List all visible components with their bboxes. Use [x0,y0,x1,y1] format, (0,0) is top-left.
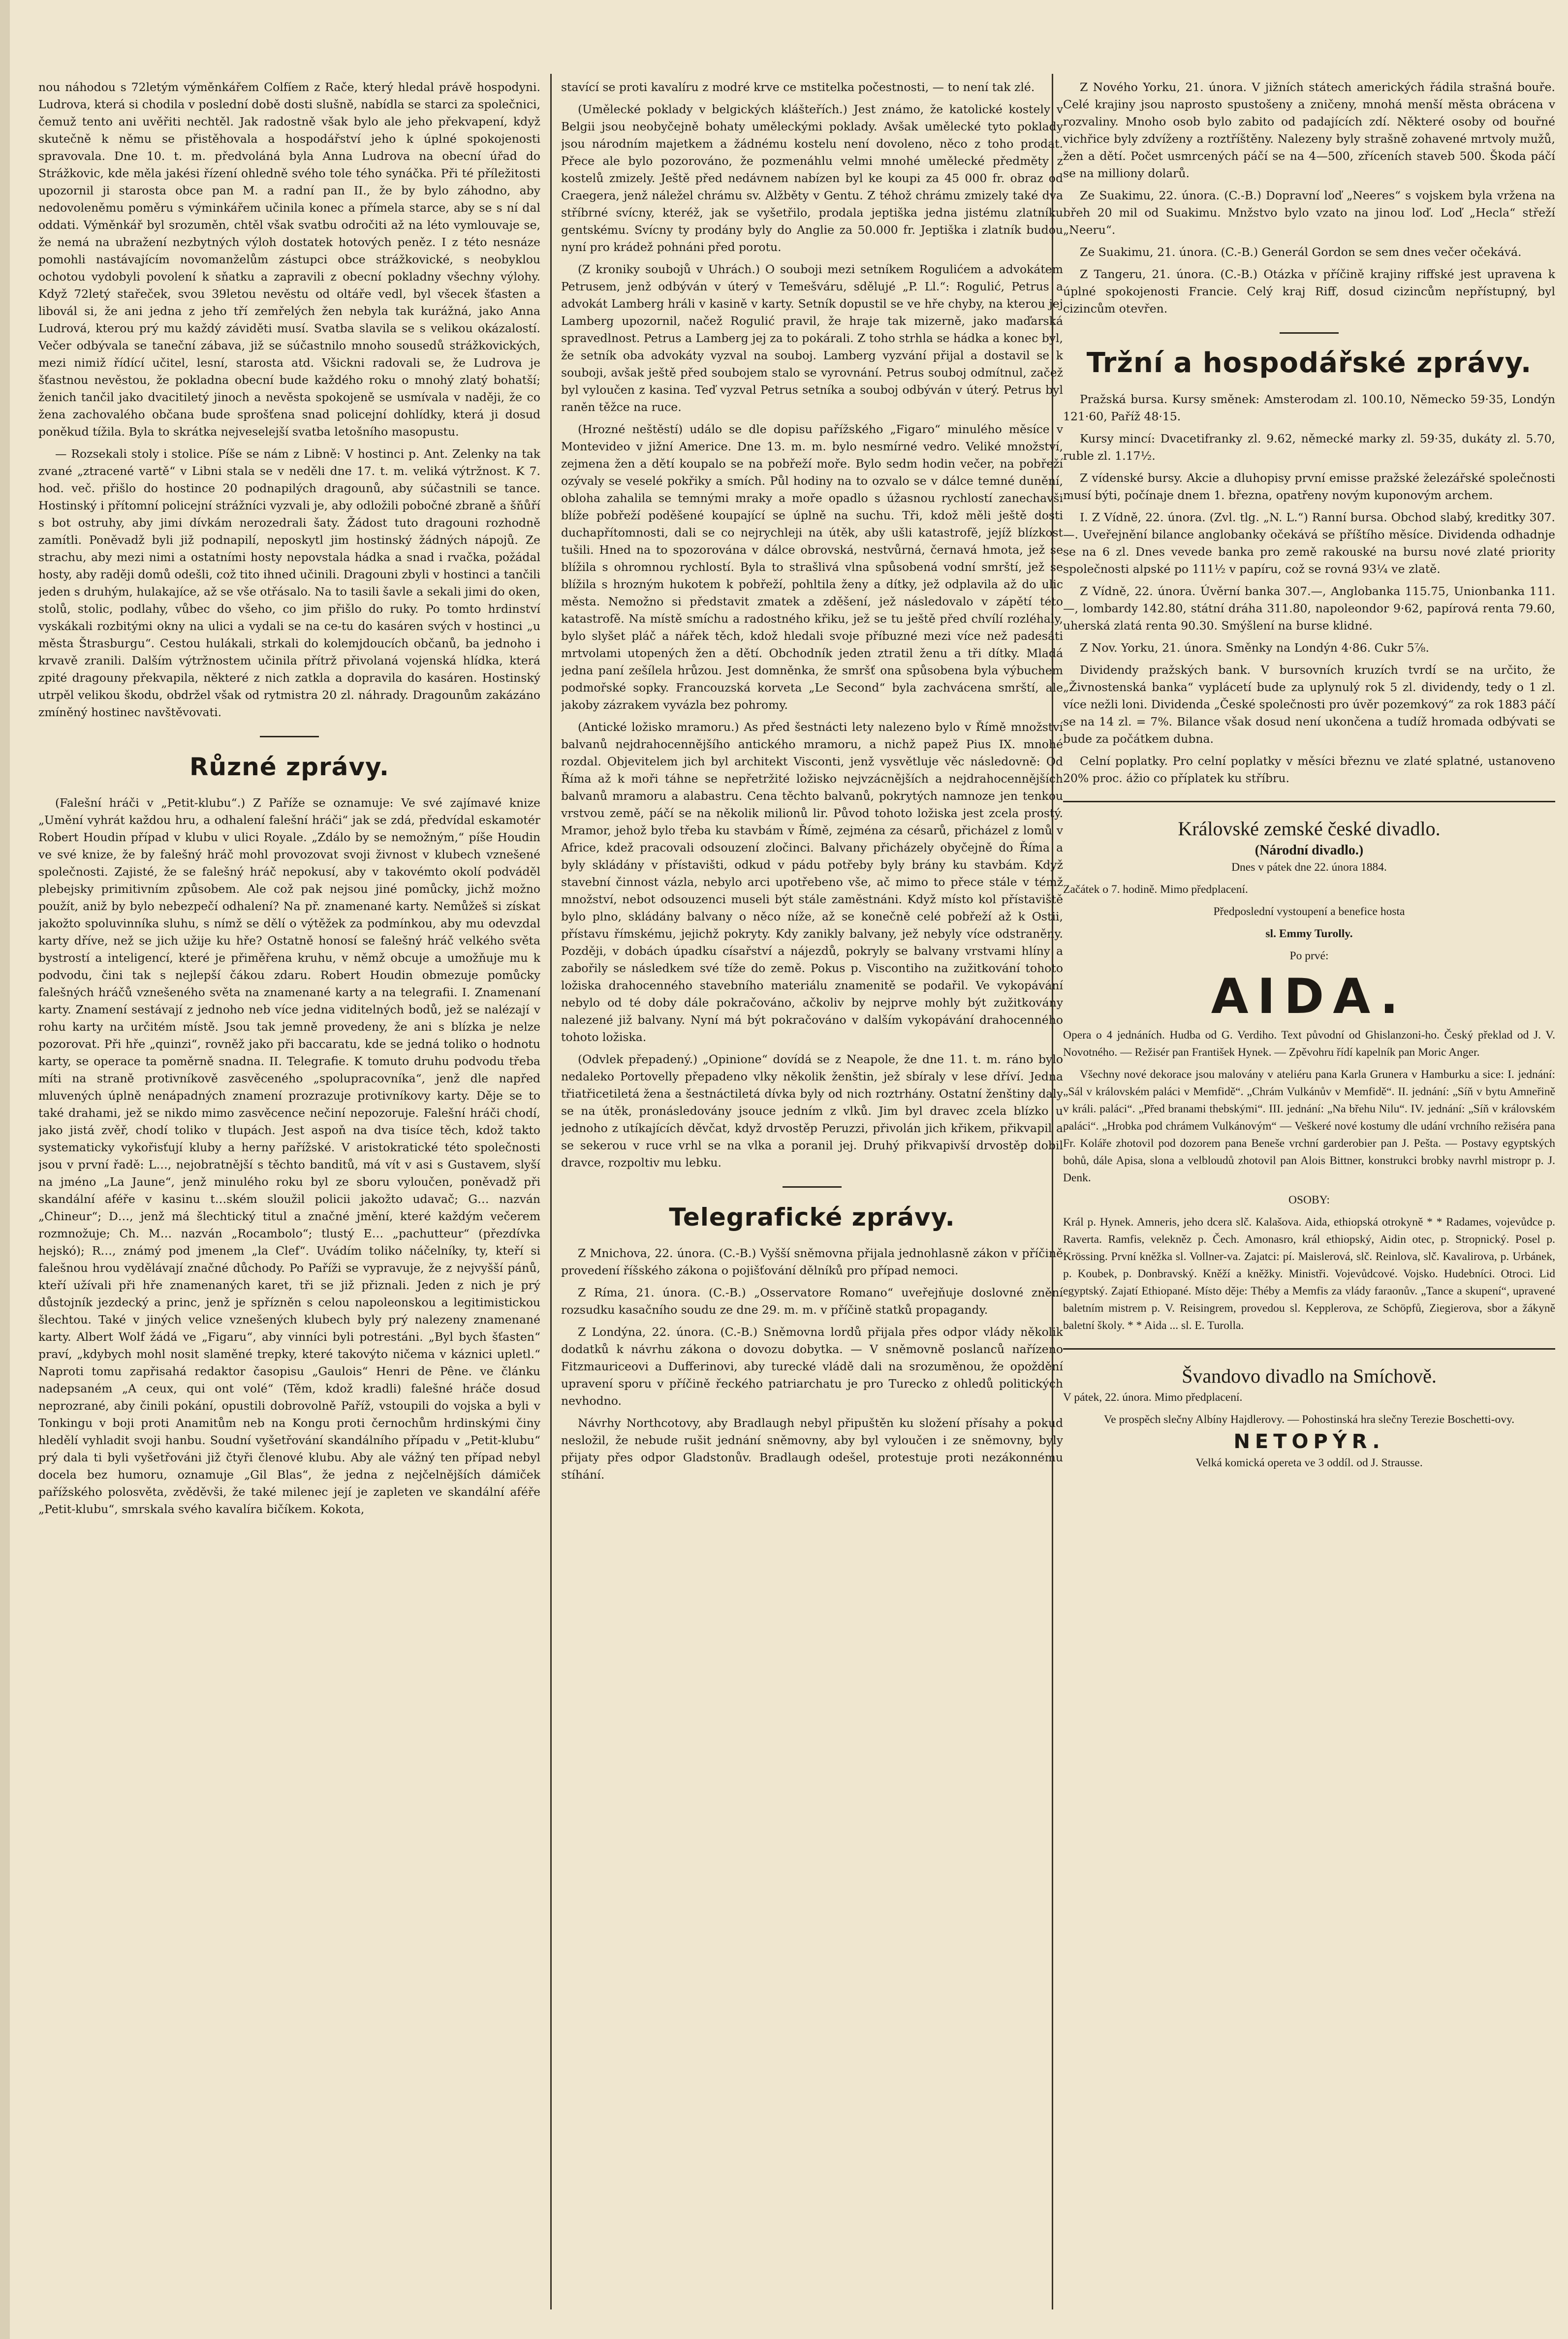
theatre-notice-svanda [1063,1363,1555,1472]
section-heading-ruzne: Různé zprávy. [189,753,389,781]
telegram-paragraph: Z Nového Yorku, 21. února. V jižních státech amerických řádila strašná bouře. Celé krajiny jsou naprosto spustošeny a zničeny, mnohá menší města obrácena v rozvaliny. Mnoho osob bylo zabito od padajících zdí. Některé osoby od bouřné vichřice byly zdvíženy a roztříštěny. Nalezeny byly strašně zohavené mrtvoly mužů, žen a dětí. Počet usmrcených páčí se na 4—500, zříceních staveb 500. Škoda páčí se na milliony dolarů. [1063,80,1555,180]
telegram-paragraph: Návrhy Northcotovy, aby Bradlaugh nebyl připuštěn ku složení přísahy a pokud nesložil, že nebude rušit jednání sněmovny, aby byl vyloučen i ze sněmovny, byly přijaty přes odpor Gladstonův. Bradlaugh odešel, protestuje proti nezákonnému stíhání. [561,1416,1063,1482]
market-paragraph: Dividendy pražských bank. V bursovních kruzích tvrdí se na určito, že „Živnostenská banka“ vyplácetí bude za uplynulý rok 5 zl. dividendy, tedy o 1 zl. více nežli loni. Dividenda „České společnosti pro úvěr pozemkový“ za rok 1883 páčí se na 14 zl. = 7%. Bilance však dosud není ukončena a tudíž hromada odbývati se bude za počátkem dubna. [1063,663,1555,746]
market-paragraph: Pražská bursa. Kursy směnek: Amsterodam zl. 100.10, Německo 59·35, Londýn 121·60, Paříž 48·15. [1063,392,1555,423]
telegram-paragraph: Z Tangeru, 21. února. (C.-B.) Otázka v příčině krajiny riffské jest upravena k úplné spokojenosti Francie. Celý kraj Riff, dosud cizincům nepřístupný, byl cizincům otevřen. [1063,267,1555,316]
article-paragraph: (Z kroniky soubojů v Uhrách.) O souboji mezi setníkem Rogulićem a advokátem Petrusem, jenž odbýván v úterý v Temešváru, sdělujé „P. Ll.“: Rogulić, Petrus a advokát Lamberg hráli v kasině v karty. Setník dopustil se ve hře chyby, na kterou jej Lamberg upozornil, načež Rogulić pravil, že hraje tak mizerně, jako maďarská spravedlnost. Petrus a Lamberg jej za to pokárali. Z toho strhla se hádka a konec byl, že setník oba advokáty vyzval na souboj. Lamberg vyzvání přijal a dostavil se k souboji, avšak ještě před soubojem stalo se vyrovnání. Petrus souboj odmítnul, začež byl vyloučen z kasina. Teď vyzval Petrus setníka a souboj odbýván v úterý. Petrus byl raněn těžce na ruce. [561,262,1063,414]
section-heading-telegraficke: Telegrafické zprávy. [669,1203,955,1232]
play-description: Velká komická opereta ve 3 oddíl. od J. Strausse. [1195,1456,1423,1469]
divider [1063,1348,1555,1350]
telegram-paragraph: Z Ríma, 21. února. (C.-B.) „Osservatore Romano“ uveřejňuje doslovné znění rozsudku kasačního soudu ze dne 29. m. m. v příčině statků propagandy. [561,1286,1063,1317]
article-paragraph: (Umělecké poklady v belgických klášteřích.) Jest známo, že katolické kostely v Belgii jsou neobyčejně bohaty uměleckými poklady. Avšak umělecké tyto poklady jsou národním majetkem a žádnému kostelu není dovoleno, něco z toho prodat. Přece ale bylo pozorováno, že pozmenáhlu velmi mnohé umělecké předměty z kostelů zmizely. Ještě před nedávnem nabízen byl ke koupi za 45 000 fr. obraz od Craegera, jenž náležel chrámu sv. Alžběty v Gentu. Z téhož chrámu zmizely také dva stříbrné svícny, kteréž, jak se vyšetřilo, prodala jeptiška jedna jistému zlatníku gentskému. Svícny ty prodány byly do Anglie za 50.000 fr. Jeptiška i zlatník budou nyní pro krádež pohnáni před porotu. [561,102,1063,254]
article-paragraph: (Falešní hráči v „Petit-klubu“.) Z Paříže se oznamuje: Ve své zajímavé knize „Umění vyhrát každou hru, a odhalení falešní hráči“ jak se zdá, předvídal eskamotér Robert Houdin případ v klubu v ulici Royale. „Zdálo by se nemožným,“ píše Houdin ve své knize, že by falešný hráč mohl provozovat svoji živnost v klubech vznešené společnosti. Zajisté, že se falešný hráč nepokusí, aby v takovémto okolí podváděl plebejsky primitivním způsobem. Ale což pak nejsou jiné pomůcky, jichž možno použít, aniž by bylo nebezpečí odhalení? Na př. znamenané karty. Nemůžeš si získat jakožto spoluvinníka sluhu, s nímž se dělí o výtěžek za podmínkou, aby mu odevzdal karty dříve, než se jich užije ku hře? Ostatně honosí se falešný hráč velkého světa bystrostí a inteligencí, které je přiměřena kruhu, v němž obcuje a umožňuje mu k podvodu, čini tak s nejlepší čákou zdaru. Robert Houdin obmezuje pomůcky falešných hráčů vznešeného světa na znamenané karty a na telegrafii. I. Znamenaní karty. Znamení sestávají z jednoho neb více jedna viditelných bodů, jež se nalézají v rohu karty na určitém místě. Jsou tak jemně provedeny, že ani s blízka je nelze pozorovat. Při hře „quinzi“, rovněž jako při baccaratu, kde se jedná toliko o hodnotu karty, se operace ta poměrně snadna. II. Telegrafie. K tomuto druhu podvodu třeba míti na straně protivníkově zasvěceného „spolupracovníka“, jenž dle napřed mluvených úplně nenápadných znamení prozrazuje protivníkovy karty. Děje se to také drahami, jež se nikdo mimo zasvěcence nečiní nepozoruje. Falešní hráči chodí, jako jistá zvěř, chodí toliko v tlupách. Jest aspoň na dva tisíce těch, kdož takto systematicky vykořisťují kluby a herny pařížské. V aristokratické této společnosti jsou v první řadě: L…, nejobratnější s těchto banditů, má vít v asi s Gustavem, slyší na jméno „La Jaune“, jenž minulého roku byl ze sboru vyloučen, poněvadž při skandální aféře v kasinu t…ském sloužil policii jakožto udavač; G… nazván „Chineur“; D…, jenž má šlechtický titul a značné jmění, které každým večerem rozmnožuje; Ch. M… nazván „Rocambolo“; tlustý E… „pachutteur“ (přezdívka hejskó); R…, známý pod jmenem „la Clef“. Uvádím toliko náčelníky, ty, kteří si falešnou hrou vydělávají značné důchody. Po Paříži se vypravuje, že z nejvyšší pánů, kteří užívali při hře znamenaných karet, tři se již přiznali. Jeden z nich je prý důstojník jezdecký a princ, jenž je spřízněn s celou napoleonskou a legitimistickou šlechtou. Také v jiných velice vznešených klubech byly prý nalezeny znamenané karty. Albert Wolf žádá ve „Figaru“, aby vinníci byli potrestáni. „Byl bych šťasten“ praví, „kdybych mohl nosit slaměné trepky, které takovýto ničema v káznici upletl.“ Naproti tomu zapřisahá redaktor časopisu „Gaulois“ Henri de Pêne. ve článku nadepsaném „A ceux, qui ont volé“ (Těm, kdož kradli) falešné hráče dosud neprozrané, aby činili pokání, opustili dobrovolně Paříž, vstoupili do vojska a byli v Tonkingu v boji proti Anamitům neb na Kongu proti černochům hrdinskými činy hledělí vyhladit svoji hanbu. Soudní vyšetřování skandálního případu v „Petit-klubu“ prý dala ti byli vyšetřováni již čtyři členové klubu. Aby ale vážný ten případ nebyl docela bez humoru, oznamuje „Gil Blas“, že jedna z nejčelnějších dámiček pařížského polosvěta, zvěděvši, že také milenec její je zapleten ve skandální aféře „Petit-klubu“, smrskala svého kavalíra bičíkem. Kokota, [38,796,540,1516]
theatre-line: V pátek, 22. února. Mimo předplacení. [1063,1391,1243,1404]
divider [1280,332,1339,334]
play-title: NETOPÝR. [1233,1430,1385,1453]
article-paragraph: nou náhodou s 72letým výměnkářem Colfíem z Rače, který hledal právě hospodyni. Ludrova, která si chodila v poslední době dosti slušně, nabídla se starci za společnici, čemuž tento ani uvěřiti nechtěl. Jak radostně však bylo ale jeho překvapení, když skutečně k němu se přistěhovala a hospodářství jeho k úplné spokojenosti spravovala. Dne 10. t. m. předvoláná byla Anna Ludrova na obecní úřad do Strážkovic, kde měla jakési řízení ohledně svého tole tého synáčka. Při té příležitosti upozornil ji starosta obce pan M. a radní pan II., že by bylo záhodno, aby nedovoleněmu poměru s výminkářem učinila konec a přímela starce, aby se s ní dal oddati. Výměnkář byl srozuměn, chtěl však svatbu odročiti až na léto vymlouvaje se, že nemá na ubražení nezbytných výloh dostatek hotových peněz. I z této nesnáze pomohli nastávajícím novomanželům zástupci obce strážkovické, s neobyklou ochotou vydobyli povolení k sňatku a zapravili z obecní pokladny všechny výlohy. Když 72letý stařeček, svou 39letou nevěstu od oltáře vedl, byl všecek šťasten a libovál si, že ani jedna z jeho tří zemřelých žen nebyla tak kurážná, jako Anna Ludrová, kterou prý mu každý záviděti musí. Svatba slavila se s velikou okázalostí. Večer odbývala se taneční zábava, již se súčastnilo mnoho sousedů strážkovických, mezi nimiž řídící učitel, lesní, starosta atd. Všickni radovali se, že Ludrova je šťastnou nevěstou, že pokladna obecní bude každého roku o mnohý zlatý bohatší; ženich tančil jako dvacitiletý jinoch a nevěsta spokojeně se usmívala v naději, že co žena zachovalého občana bude sprošťena snad policejní dohlídky, která ji dosud poněkud tížila. Byla to skrátka nejveselejší svatba letošního masopustu. [38,80,540,439]
article-paragraph: (Antické ložisko mramoru.) As před šestnácti lety nalezeno bylo v Římě množství balvanů nejdrahocennějšího antického mramoru, a nichž papež Pius IX. mnohé rozdal. Objevitelem jich byl architekt Visconti, jenž vysvětluje věc následovně: Od Říma až k moři táhne se nepřetržité ložisko nejvzácnějších a nejdrahocennějších balvanů mramoru a alabastru. Cena těchto balvanů, pokrytých namnoze jen tenkou vrstvou země, páčí se na několik milionů lir. Původ tohoto ložiska jest zcela prostý. Mramor, jehož bylo třeba ku stavbám v Římě, zejména za césarů, přicházel z lomů v Africe, kdež pracovali odsouzení zločinci. Balvany přicházely obyčejně do Říma a byly skládány v přístavišti, odkud v pádu potřeby byly brány ku stavbám. Když stavební činnost vázla, nebylo arci upotřebeno vše, ač mimo to přece stále v témž množství, nebot odsouzenci museli být stále zaměstnáni. Když místo kol přístaviště bylo plno, skládány balvany o něco níže, až se konečně celé pobřeží až k Ostii, přístavu římskému, jejichž pokryty. Kdy zanikly balvany, jež nebyly více odstraněny. Později, v dobách úpadku císařství a nájezdů, pokryly se balvany vrstvami hlíny a zabořily se následkem své tíže do země. Pokus p. Viscontiho na zužitkování tohoto ložiska drahocenného stavebního materiálu znamenitě se podařil. Ve vykopávání nebylo od té doby dále pokračováno, ačkoliv by nejprve mohly být zužitkovány nalezené již balvany. Nyní má být pokračováno v dalším vykopávání drahocenného tohoto ložiska. [561,720,1063,1044]
article-paragraph: (Hrozné neštěstí) událo se dle dopisu pařížského „Figaro“ minulého měsíce v Montevideo v jižní Americe. Dne 13. m. m. bylo nesmírné vedro. Veliké množství, zejmena žen a dětí koupalo se na pobřeží moře. Bylo sedm hodin večer, na pobřeží ozývaly se veselé pokřiky a smích. Půl hodiny na to ozvalo se v dálce temné dunění, obloha zahalila se temnými mraky a moře opadlo s úžasnou rychlostí zanechavši blíže pobřeží poděšené koupající se úplně na suchu. Tři, kdož měli ještě dosti duchapřítomnosti, dali se co nejrychleji na útěk, aby ušli katastrofě, jejíž blízkost tušili. Hned na to spozorována v dálce obrovská, nestvůrná, černavá hmota, jež se blížila s ohromnou rychlostí. Byla to strašlivá vlna spůsobená vodní smrští, jež se blížila s hrozným hukotem k pobřeží, pohltila ženy a dítky, jež odplavila až do ulic města. Nemožno si představit zmatek a zděšení, jež následovalo v zápětí této katastrofě. Na místě smíchu a radostného křiku, jež se tu ještě před chvílí rozléhaly, bylo slyšet pláč a nářek těch, kdož hledali svoje příbuzné mezi více než padesáti mrtvolami utopených žen a dětí. Obchodník jeden ztratil ženu a tři dítky. Mladá jedna paní zešílela hrůzou. Jest domněnka, že smršť ona spůsobena byla výbuchem podmořské sopky. Francouzská korveta „Le Second“ byla zachvácena smrští, ale jakoby zázrakem vyvázla bez pohromy. [561,422,1063,712]
column-1 [38,79,540,1523]
article-paragraph: (Odvlek přepadený.) „Opinione“ dovídá se z Neapole, že dne 11. t. m. ráno bylo nedaleko Portovelly přepadeno vlky několik ženštin, jež sbíraly v lese dříví. Jedna třiatřicetiletá žena a šestnáctiletá dívka byly od nich roztrhány. Ostatní ženštiny daly se na útěk, pronásledovány jsouce jedním z vlků. Jim byl dravec zcela blízko u jednoho z utíkajících děvčat, když drvostěp Peruzzi, přivolán jich křikem, přikvapil a se sekerou v ruce vrhl se na vlka a poranil jej. Druhý přikvapivší drvostěp dobil dravce, rozpoltiv mu lebku. [561,1052,1063,1170]
market-paragraph: Celní poplatky. Pro celní poplatky v měsíci březnu ve zlaté splatné, ustanoveno 20% proc. ážio co příplatek ku stříbru. [1063,754,1555,785]
cast-heading: OSOBY: [1288,1194,1330,1206]
theatre-start: Začátek o 7. hodině. Mimo předplacení. [1063,883,1248,896]
opera-title: AIDA. [1211,969,1408,1025]
market-paragraph: Kursy mincí: Dvacetifranky zl. 9.62, německé marky zl. 59·35, dukáty zl. 5.70, ruble zl. 1.17½. [1063,432,1555,463]
divider [260,736,319,737]
article-paragraph: — Rozsekali stoly i stolice. Píše se nám z Libně: V hostinci p. Ant. Zelenky na tak zvané „ztracené vartě“ v Libni stala se v neděli dne 17. t. m. veliká výtržnost. K 7. hod. več. přišlo do hostince 20 podnapilých dragounů, aby súčastnili se tance. Hostinský i přítomní policejní strážníci vyzvali je, aby odložili pobočné zbraně a šňůří s bot ostruhy, aby jimi dívkám nerozedrali šaty. Žádost tuto dragouni rozhodně zamítli. Poněvadž byli již podnapilí, neposkytl jim hostinský žádných nápojů. Ze strachu, aby mezi nimi a ostatními hosty nepovstala hádka a snad i rvačka, požádal hosty, aby raději domů odešli, což tito ihned učinili. Dragouni zbyli v hostinci a tančili jeden s druhým, hulakajíce, až se vše otřásalo. Na to tasili šavle a sekali jimi do oken, stolů, stolic, podlahy, vůbec do všeho, co jim přišlo do ruky. Po tomto hrdinství vyskákali rozbitými okny na ulici a vydali se na ce-tu do kasáren svých v hostinci „u města Štrasburgu“. Cestou hulákali, strkali do kolemjdoucích občanů, ba jednoho i krvavě zranili. Dalším výtržnostem učinila přítrž přivolaná vojenská hlídka, která zpité dragouny překvapila, některé z nich zatkla a dopravila do kasáren. Hostinský utrpěl velikou škodu, obdržel však od rytmistra 20 zl. náhrady. Dragounům zakázáno zmíněný hostinec navštěvovati. [38,447,540,719]
market-paragraph: Z Vídně, 22. února. Úvěrní banka 307.—, Anglobanka 115.75, Unionbanka 111.—, lombardy 142.80, státní dráha 311.80, napoleondor 9·62, papírová renta 79.60, uherská zlatá renta 90.30. Smýšlení na burse klidné. [1063,584,1555,632]
market-paragraph: Z Nov. Yorku, 21. února. Směnky na Londýn 4·86. Cukr 5⅞. [1080,641,1429,655]
article-paragraph: stavící se proti kavalíru z modré krve ce mstitelka počestnosti, — to není tak zlé. [561,80,1035,94]
telegram-paragraph: Ze Suakimu, 22. února. (C.-B.) Dopravní loď „Neeres“ s vojskem byla vržena na břeh 20 mil od Suakimu. Mnžstvo bylo vzato na jinou loď. Loď „Hecla“ střeží „Neeru“. [1063,189,1555,237]
column-2 [561,79,1063,1488]
theatre-notice-national [1063,816,1555,1334]
divider [1063,801,1555,802]
market-paragraph: I. Z Vídně, 22. února. (Zvl. tlg. „N. L.“) Ranní bursa. Obchod slabý, kreditky 307.—. Uveřejnění bilance anglobanky očekává se příštího měsíce. Dividenda odhadnje se na 6 zl. Dnes vevede banka pro země rakouské na bursu nové zlaté priority společnosti alpské po 111½ v papíru, což se rovná 93¼ ve zlatě. [1063,510,1555,576]
theatre-title: Švandovo divadlo na Smíchově. [1182,1365,1437,1387]
theatre-performer: sl. Emmy Turolly. [1265,927,1353,940]
opera-scenes: Všechny nové dekorace jsou malovány v ateliéru pana Karla Grunera v Hamburku a sice: I. jednání: „Sál v královském paláci v Memfidě“. „Chrám Vulkánův v Memfidě“. II. jednání: „Síň v bytu Amneřině v králi. paláci“. „Před branami thebskými“. III. jednání: „Na břehu Nilu“. IV. jednání: „Síň v královském paláci“. „Hrobka pod chrámem Vulkánovým“ — Veškeré nové kostumy dle udání vrchního režiséra pana Fr. Koláře zhotovil pod dozorem pana Beneše vrchní garderobier pan J. Pešta. — Postavy egyptských bohů, dále Apisa, slona a velbloudů zhotovil pan Alois Bittner, konstrukci brobky navrhl mistropr p. J. Denk. [1063,1068,1555,1184]
page-edge [0,0,10,2339]
theatre-subtitle: (Národní divadlo.) [1254,843,1364,858]
theatre-first: Po prvé: [1289,949,1329,962]
column-3 [1063,79,1555,1477]
column-rule [550,74,552,2309]
cast-list: Král p. Hynek. Amneris, jeho dcera slč. Kalašova. Aida, ethiopská otrokyně * * Radames, vojevůdce p. Raverta. Ramfis, velekněz p. Čech. Amonasro, král ethiopský, Aidin otec, p. Stropnický. Posel p. Krössing. První kněžka sl. Vollner-va. Zajatci: pí. Maislerová, slč. Reinlova, slč. Kavalirova, p. Urbánek, p. Koubek, p. Donbravský. Kněží a kněžky. Ministři. Vojevůdcové. Vojsko. Hudebníci. Otroci. Lid egyptský. Zajatí Ethiopané. Místo děje: Théby a Memfis za vlády faraonův. „Tance a skupení“, upravené baletním mistrem p. V. Reisingrem, provedou sl. Kepplerova, ze Schöpfů, Ziegierova, sbor a žákyně baletní školy. * * Aida ... sl. E. Turolla. [1063,1216,1555,1332]
theatre-benefit: Předposlední vystoupení a benefice hosta [1213,905,1405,918]
opera-description: Opera o 4 jednáních. Hudba od G. Verdiho. Text původní od Ghislanzoni-ho. Český překlad od J. V. Novotného. — Režisér pan František Hynek. — Zpěvohru řídí kapelník pan Moric Anger. [1063,1029,1555,1059]
theatre-line: Ve prospěch slečny Albíny Hajdlerovy. — Pohostinská hra slečny Terezie Boschetti-ovy. [1103,1413,1515,1426]
telegram-paragraph: Z Mnichova, 22. února. (C.-B.) Vyšší sněmovna přijala jednohlasně zákon v příčině provedení říšského zákona o pojišťování dělníků pro případ nemoci. [561,1246,1063,1277]
telegram-paragraph: Ze Suakimu, 21. února. (C.-B.) Generál Gordon se sem dnes večer očekává. [1080,245,1522,259]
market-paragraph: Z vídenské bursy. Akcie a dluhopisy první emisse pražské železářské společnosti musí býti, počínaje dnem 1. března, opatřeny novým kuponovým archem. [1063,471,1555,502]
divider [783,1186,842,1188]
theatre-title: Královské zemské české divadlo. [1178,818,1441,840]
telegram-paragraph: Z Londýna, 22. února. (C.-B.) Sněmovna lordů přijala přes odpor vlády několik dodatků k návrhu zákona o dovozu dobytka. — V sněmovně poslanců nařízeno Fitzmauriceovi a Dufferinovi, aby turecké vládě dali na srozuměnou, že opoždění upravení sporu v příčině řeckého patriarchatu je pro Turecko z ohledů politických nevhodno. [561,1325,1063,1408]
section-heading-trzni: Tržní a hospodářské zprávy. [1086,347,1532,379]
theatre-date: Dnes v pátek dne 22. února 1884. [1231,861,1387,874]
